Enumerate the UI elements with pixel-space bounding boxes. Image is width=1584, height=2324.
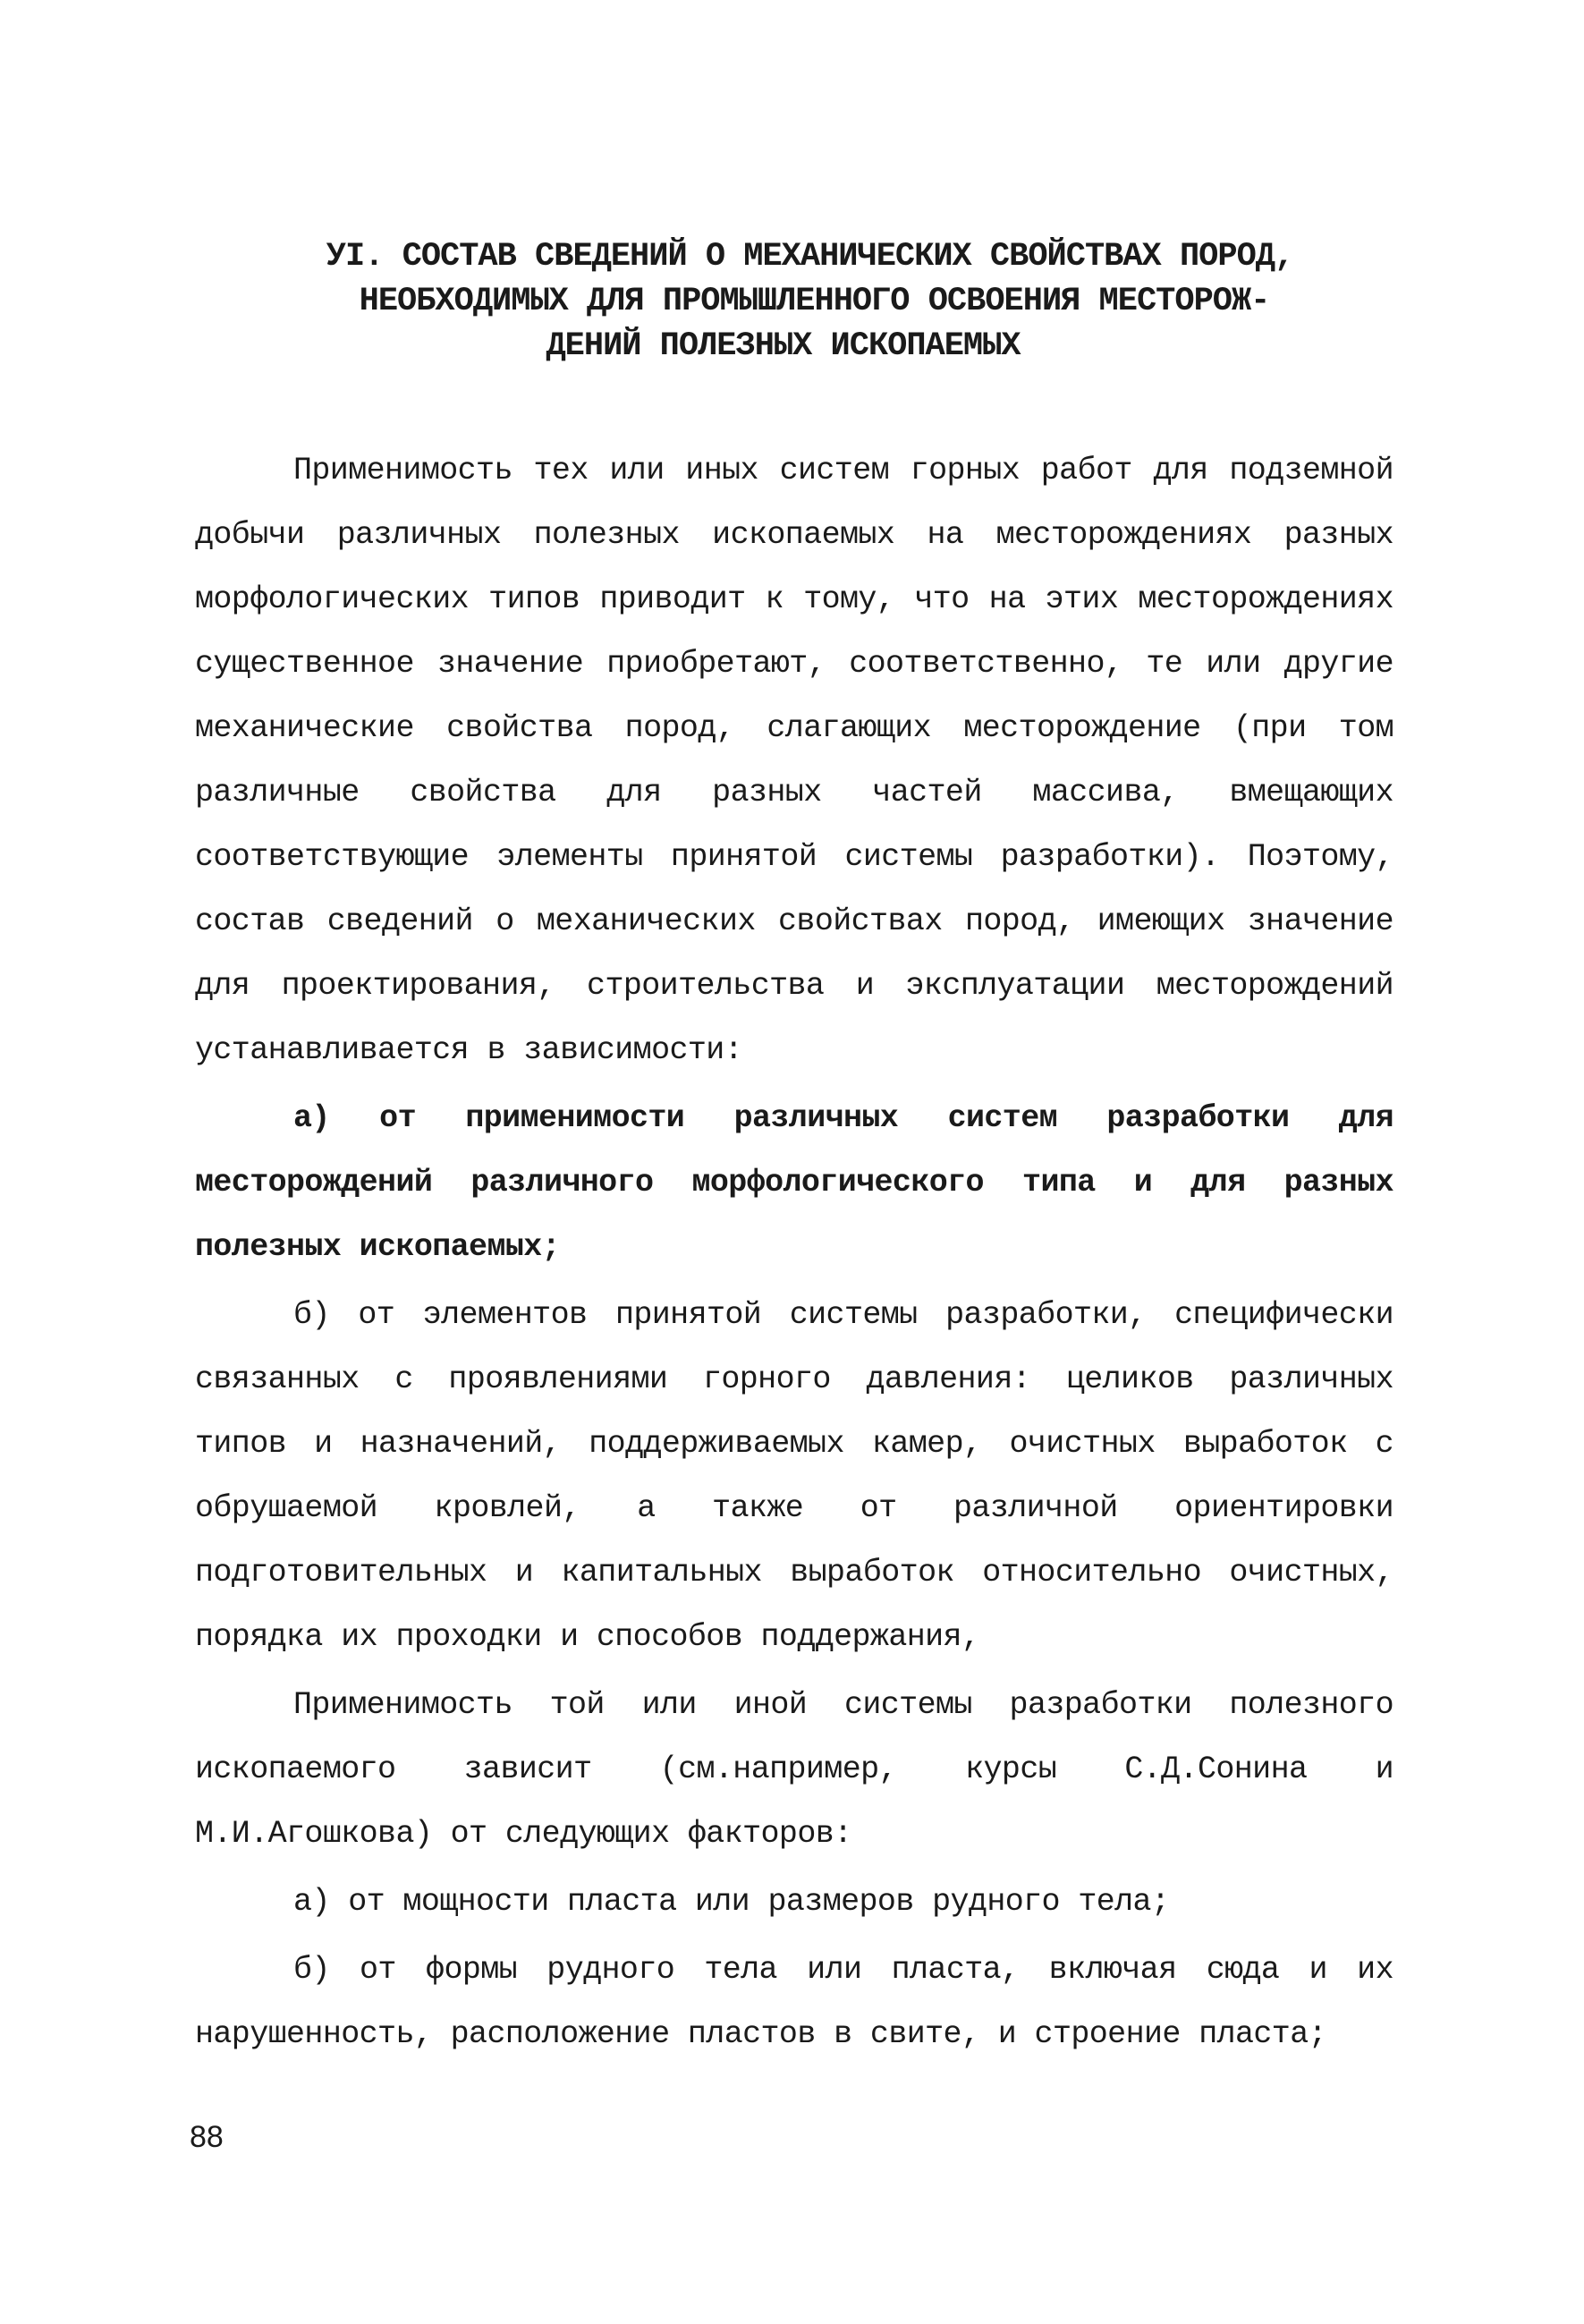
paragraph-item-a: а) от применимости различных систем разработки для месторождений различного морфологического типа и для разных полезных ископаемых;	[195, 1100, 1393, 1265]
paragraph-factor-a: а) от мощности пласта или размеров рудного тела;	[293, 1884, 1170, 1920]
heading-line-2: НЕОБХОДИМЫХ ДЛЯ ПРОМЫШЛЕННОГО ОСВОЕНИЯ МЕСТОРОЖ-	[359, 283, 1270, 320]
heading-line-3: ДЕНИЙ ПОЛЕЗНЫХ ИСКОПАЕМЫХ	[546, 327, 1021, 365]
paragraph-factor-b: б) от формы рудного тела или пласта, включая сюда и их нарушенность, расположение пластов в свите, и строение пласта;	[195, 1952, 1393, 2052]
heading-line-1: УI. СОСТАВ СВЕДЕНИЙ О МЕХАНИЧЕСКИХ СВОЙСТВАХ ПОРОД,	[326, 238, 1294, 276]
paragraph-item-b: б) от элементов принятой системы разработки, специфически связанных с проявлениями горного давления: целиков различных типов и назначений, поддерживаемых камер, очистных выработок с обрушаемой кровлей, а также от различной ориентировки подготовительных и капитальных выработок относительно очистных, порядка их проходки и способов поддержания,	[195, 1297, 1393, 1655]
section-heading	[179, 234, 1405, 369]
paragraph-applicability: Применимость той или иной системы разработки полезного ископаемого зависит (см.например, курсы С.Д.Сонина и М.И.Агошкова) от следующих факторов:	[195, 1687, 1393, 1852]
page-number: 88	[190, 2120, 224, 2154]
body-text	[195, 438, 1393, 2066]
paragraph-intro: Применимость тех или иных систем горных работ для подземной добычи различных полезных ископаемых на месторождениях разных морфологических типов приводит к тому, что на этих месторождениях существенное значение приобретают, соответственно, те или другие механические свойства пород, слагающих месторождение (при том различные свойства для разных частей массива, вмещающих соответствующие элементы принятой системы разработки). Поэтому, состав сведений о механических свойствах пород, имеющих значение для проектирования, строительства и эксплуатации месторождений устанавливается в зависимости:	[195, 453, 1393, 1068]
